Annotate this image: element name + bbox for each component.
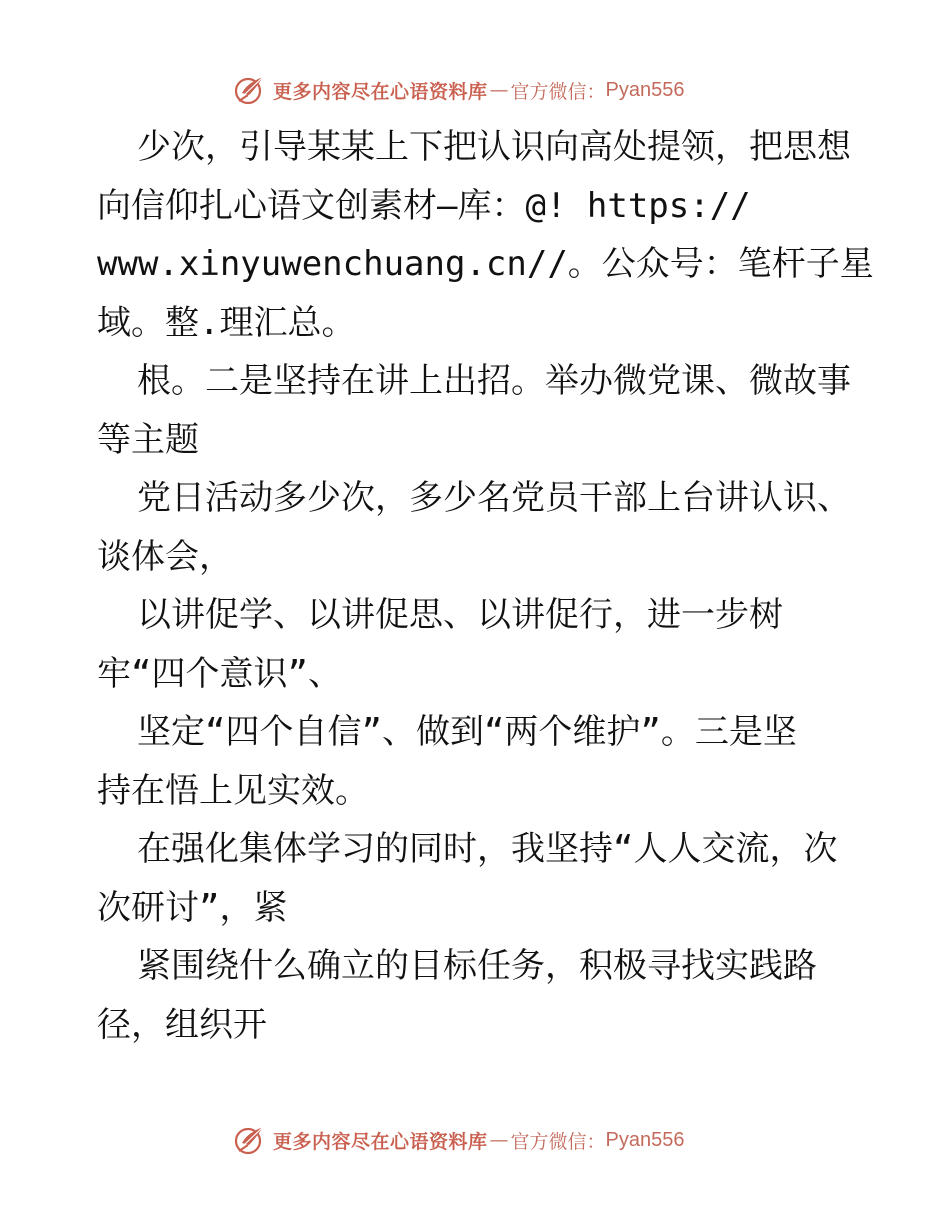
quill-logo-icon — [233, 73, 267, 107]
header-wechat-handle: Pyan556 — [605, 78, 685, 101]
text-line: 在强化集体学习的同时，我坚持“人人交流，次 — [137, 829, 838, 869]
text-line: 域。整.理汇总。 — [97, 302, 356, 343]
footer-dash: — — [489, 1129, 509, 1151]
footer-wechat-label: 官方微信： — [510, 1130, 606, 1153]
text-line: 径，组织开 — [97, 1004, 267, 1045]
text-line: 少次，引导某某上下把认识向高处提领，把思想 — [137, 127, 851, 167]
text-line: 以讲促学、以讲促思、以讲促行，进一步树 — [137, 595, 783, 635]
body-text — [97, 118, 874, 1054]
text-line: 次研讨”，紧 — [97, 887, 288, 928]
footer-slogan: 更多内容尽在心语资料库 — [273, 1130, 488, 1153]
text-line: 党日活动多少次，多少名党员干部上台讲认识、 — [137, 478, 851, 518]
header-wechat-label: 官方微信： — [510, 80, 606, 103]
text-line: 持在悟上见实效。 — [97, 770, 369, 811]
header-slogan: 更多内容尽在心语资料库 — [273, 80, 488, 103]
footer-wechat-handle: Pyan556 — [605, 1128, 685, 1151]
text-line: 等主题 — [97, 419, 199, 460]
text-line: 向信仰扎心语文创素材—库：@! https:// — [97, 185, 751, 226]
text-line: 谈体会， — [97, 536, 233, 577]
text-line: 坚定“四个自信”、做到“两个维护”。三是坚 — [137, 712, 797, 752]
text-line: 紧围绕什么确立的目标任务，积极寻找实践路 — [137, 946, 817, 986]
header-dash: — — [489, 79, 509, 101]
text-line: www.xinyuwenchuang.cn//。公众号：笔杆子星 — [97, 244, 874, 284]
footer-banner — [233, 1122, 685, 1158]
header-banner — [233, 72, 685, 108]
text-line: 牢“四个意识”、 — [97, 653, 342, 694]
quill-logo-icon — [233, 1123, 267, 1157]
text-line: 根。二是坚持在讲上出招。举办微党课、微故事 — [137, 361, 851, 401]
